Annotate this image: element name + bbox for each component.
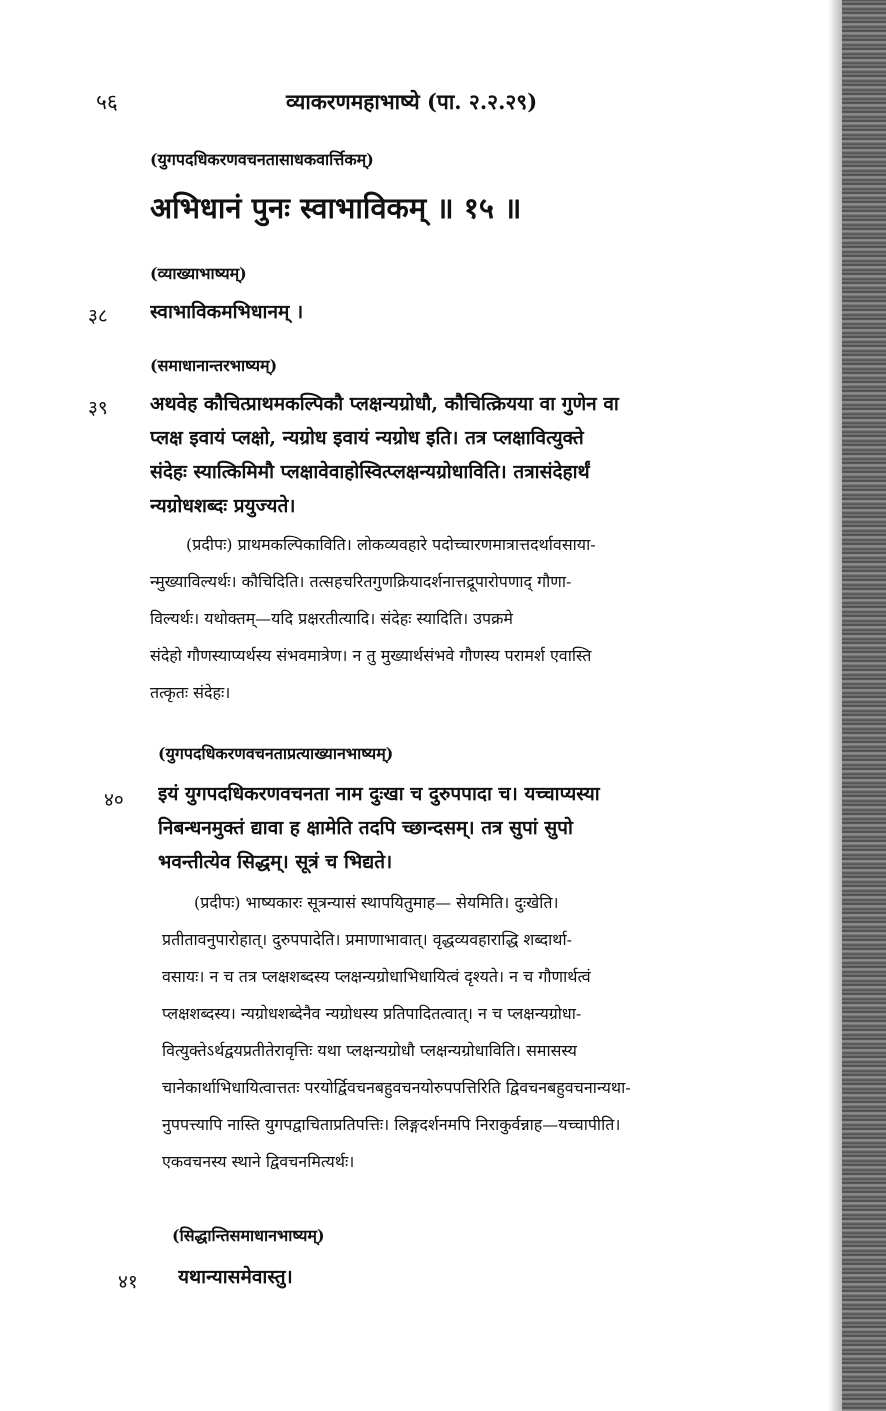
paragraph-39	[150, 387, 830, 523]
pradipa-commentary-39	[150, 526, 830, 711]
commentary-line: संदेहो गौणस्याप्यर्थस्य संभवमात्रेण। न तु मुख्यार्थसंभवे गौणस्य परामर्श एवास्ति	[150, 646, 592, 665]
commentary-line: वित्युक्तेऽर्थद्वयप्रतीतेरावृत्तिः यथा प्लक्षन्यग्रोधौ प्लक्षन्यग्रोधाविति। समासस्य	[162, 1041, 577, 1060]
text-line: न्यग्रोधशब्दः प्रयुज्यते।	[150, 495, 296, 517]
pradipa-commentary-40	[162, 884, 830, 1180]
paragraph-number-38: ३८	[88, 305, 108, 327]
commentary-line: तत्कृतः संदेहः।	[150, 683, 231, 702]
commentary-line: विल्यर्थः। यथोक्तम्—यदि प्रक्षरतीत्यादि। संदेहः स्यादिति। उपक्रमे	[150, 609, 513, 628]
samadhana-label: (समाधानान्तरभाष्यम्)	[150, 356, 278, 375]
commentary-line: प्लक्षशब्दस्य। न्यग्रोधशब्देनैव न्यग्रोधस्य प्रतिपादितत्वात्। न च प्लक्षन्यग्रोधा-	[162, 1004, 582, 1023]
page-edge	[842, 0, 886, 1411]
paragraph-number-41: ४१	[118, 1271, 138, 1293]
paragraph-41	[178, 1260, 818, 1294]
page-header	[96, 88, 616, 122]
page-shadow	[828, 0, 842, 1411]
text-line: प्लक्ष इवायं प्लक्षो, न्यग्रोध इवायं न्यग्रोध इति। तत्र प्लक्षावित्युक्ते	[150, 427, 584, 449]
varttika-label: (युगपदधिकरणवचनतासाधकवार्त्तिकम्)	[150, 150, 374, 169]
paragraph-38	[150, 295, 830, 329]
siddhanta-label: (सिद्धान्तिसमाधानभाष्यम्)	[172, 1226, 325, 1245]
vyakhya-label: (व्याख्याभाष्यम्)	[150, 264, 247, 283]
varttika-heading: अभिधानं पुनः स्वाभाविकम् ॥ १५ ॥	[150, 191, 522, 225]
commentary-line: वसायः। न च तत्र प्लक्षशब्दस्य प्लक्षन्यग्रोधाभिधायित्वं दृश्यते। न च गौणार्थत्वं	[162, 967, 591, 986]
commentary-line: चानेकार्थाभिधायित्वात्ततः परयोर्द्विवचनबहुवचनयोरुपपत्तिरिति द्विवचनबहुवचनान्यथा-	[162, 1078, 631, 1097]
running-title: व्याकरणमहाभाष्ये (पा. २.२.२९)	[286, 89, 538, 114]
commentary-line: (प्रदीपः) प्राथमकल्पिकाविति। लोकव्यवहारे पदोच्चारणमात्रात्तदर्थावसाया-	[186, 535, 596, 554]
text-line: यथान्यासमेवास्तु।	[178, 1266, 293, 1288]
page-number: ५६	[96, 90, 118, 114]
text-line: स्वाभाविकमभिधानम् ।	[150, 301, 304, 323]
text-line: भवन्तीत्येव सिद्धम्। सूत्रं च भिद्यते।	[158, 851, 393, 873]
pratyakhyana-label: (युगपदधिकरणवचनताप्रत्याख्यानभाष्यम्)	[158, 744, 394, 763]
commentary-line: प्रतीतावनुपारोहात्। दुरुपपादेति। प्रमाणाभावात्। वृद्धव्यवहाराद्धि शब्दार्था-	[162, 930, 573, 949]
paragraph-number-39: ३९	[88, 397, 108, 419]
paragraph-40	[158, 777, 830, 879]
commentary-line: न्मुख्याविल्यर्थः। कौचिदिति। तत्सहचरितगुणक्रियादर्शनात्तद्रूपारोपणाद् गौणा-	[150, 572, 572, 591]
paragraph-number-40: ४०	[104, 789, 124, 811]
commentary-line: (प्रदीपः) भाष्यकारः सूत्रन्यासं स्थापयितुमाह— सेयमिति। दुःखेति।	[194, 893, 559, 912]
text-line: अथवेह कौचित्प्राथमकल्पिकौ प्लक्षन्यग्रोधौ, कौचित्क्रियया वा गुणेन वा	[150, 393, 619, 415]
text-line: संदेहः स्यात्किमिमौ प्लक्षावेवाहोस्वित्प्लक्षन्यग्रोधाविति। तत्रासंदेहार्थं	[150, 461, 590, 483]
commentary-line: एकवचनस्य स्थाने द्विवचनमित्यर्थः।	[162, 1152, 355, 1171]
commentary-line: नुपपत्त्यापि नास्ति युगपद्वाचिताप्रतिपत्तिः। लिङ्गदर्शनमपि निराकुर्वन्नाह—यच्चापीति।	[162, 1115, 621, 1134]
text-line: निबन्धनमुक्तं द्यावा ह क्षामेति तदपि च्छान्दसम्। तत्र सुपां सुपो	[158, 817, 573, 839]
text-line: इयं युगपदधिकरणवचनता नाम दुःखा च दुरुपपादा च। यच्चाप्यस्या	[158, 783, 600, 805]
